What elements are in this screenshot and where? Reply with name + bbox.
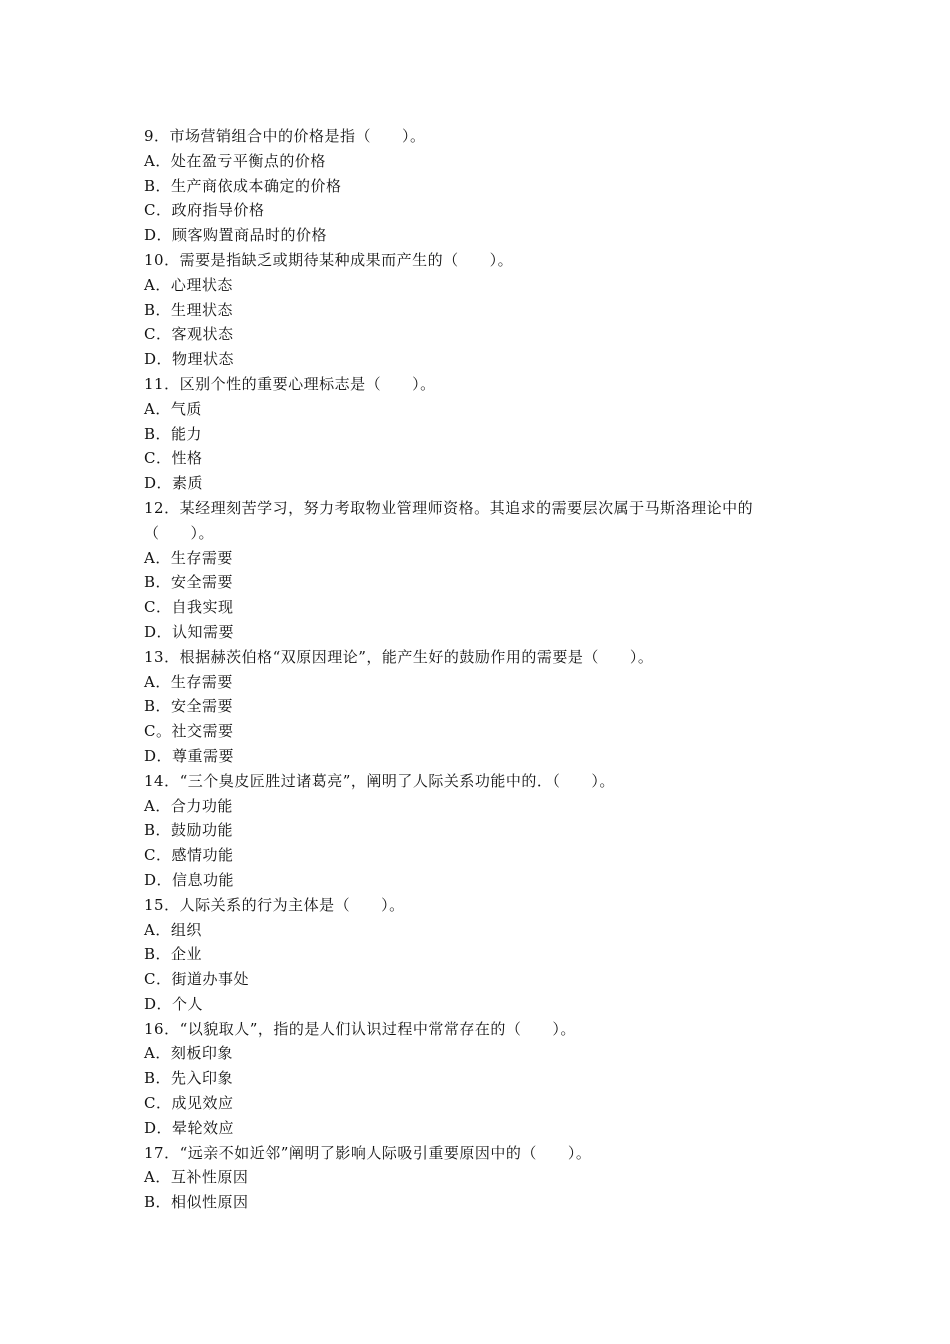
question-15-option-c: C．街道办事处 <box>144 970 249 989</box>
question-13-option-c: C。社交需要 <box>144 722 234 741</box>
question-14-option-b: B．鼓励功能 <box>144 821 234 840</box>
question-15-option-d: D．个人 <box>144 994 204 1013</box>
question-14-stem: 14．“三个臭皮匠胜过诸葛亮”，阐明了人际关系功能中的．（ ）。 <box>144 771 615 790</box>
question-14-option-d: D．信息功能 <box>144 870 235 889</box>
question-15-option-b: B．企业 <box>144 945 203 964</box>
question-17-stem: 17．“远亲不如近邻”阐明了影响人际吸引重要原因中的（ ）。 <box>144 1143 592 1162</box>
question-16-option-c: C．成见效应 <box>144 1094 234 1113</box>
question-16-option-a: A．刻板印象 <box>144 1044 233 1063</box>
question-12-option-b: B．安全需要 <box>144 573 234 592</box>
question-9-option-b: B．生产商依成本确定的价格 <box>144 176 342 195</box>
question-9-option-c: C．政府指导价格 <box>144 201 265 220</box>
question-10-option-c: C．客观状态 <box>144 325 234 344</box>
question-17-option-a: A．互补性原因 <box>144 1168 249 1187</box>
question-12-option-a: A．生存需要 <box>144 548 233 567</box>
question-10-option-a: A．心理状态 <box>144 275 233 294</box>
question-14-option-c: C．感情功能 <box>144 846 234 865</box>
question-11-stem: 11．区别个性的重要心理标志是（ ）。 <box>144 374 436 393</box>
question-12-stem: 12．某经理刻苦学习，努力考取物业管理师资格。其追求的需要层次属于马斯洛理论中的 <box>144 498 754 517</box>
document-page <box>144 124 824 1215</box>
question-13-option-d: D．尊重需要 <box>144 746 235 765</box>
question-15-option-a: A．组织 <box>144 920 202 939</box>
question-11-option-d: D．素质 <box>144 474 204 493</box>
question-12-option-d: D．认知需要 <box>144 622 235 641</box>
question-16-stem: 16．“以貌取人”，指的是人们认识过程中常常存在的（ ）。 <box>144 1019 576 1038</box>
question-12-option-c: C．自我实现 <box>144 598 234 617</box>
question-13-option-b: B．安全需要 <box>144 697 234 716</box>
question-10-option-d: D．物理状态 <box>144 350 235 369</box>
question-11-option-c: C．性格 <box>144 449 203 468</box>
question-10-option-b: B．生理状态 <box>144 300 234 319</box>
question-16-option-b: B．先入印象 <box>144 1069 234 1088</box>
question-9-option-a: A．处在盈亏平衡点的价格 <box>144 151 326 170</box>
question-13-stem: 13．根据赫茨伯格“双原因理论”，能产生好的鼓励作用的需要是（ ）。 <box>144 647 654 666</box>
question-14-option-a: A．合力功能 <box>144 796 233 815</box>
question-11-option-b: B．能力 <box>144 424 203 443</box>
question-17-option-b: B．相似性原因 <box>144 1193 249 1212</box>
question-13-option-a: A．生存需要 <box>144 672 233 691</box>
question-16-option-d: D．晕轮效应 <box>144 1118 235 1137</box>
question-9-stem: 9．市场营销组合中的价格是指（ ）。 <box>144 127 426 145</box>
question-11-option-a: A．气质 <box>144 399 202 418</box>
question-12-stem-continued: （ ）。 <box>144 523 215 542</box>
question-15-stem: 15．人际关系的行为主体是（ ）。 <box>144 895 405 914</box>
question-10-stem: 10．需要是指缺乏或期待某种成果而产生的（ ）。 <box>144 250 514 269</box>
question-9-option-d: D．顾客购置商品时的价格 <box>144 226 328 245</box>
